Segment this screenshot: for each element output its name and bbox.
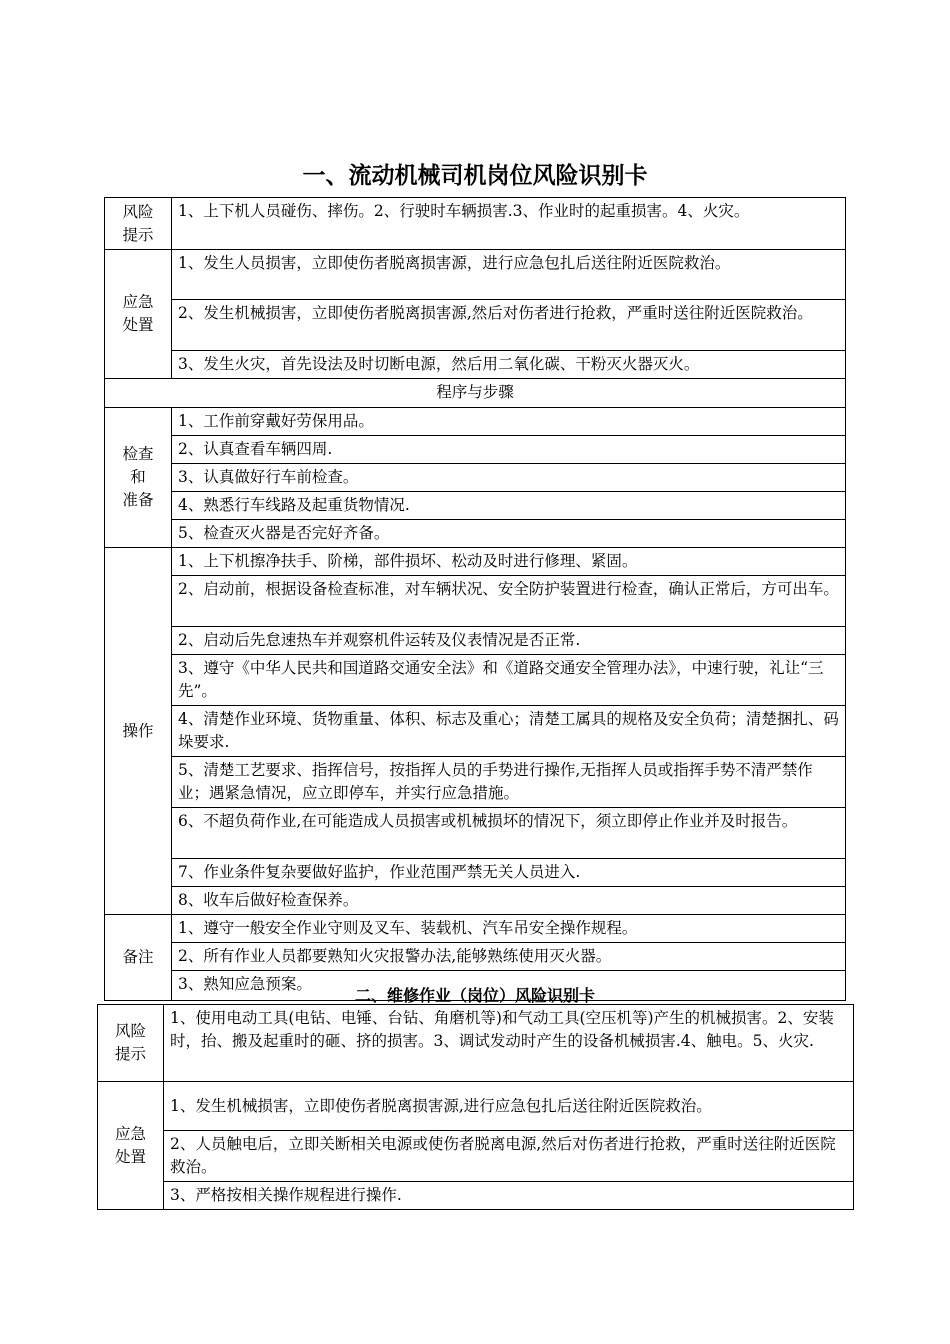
check-item: 5、检查灭火器是否完好齐备。 [172, 520, 846, 548]
check-row [105, 408, 846, 436]
emergency-row [98, 1182, 854, 1210]
check-item: 4、熟悉行车线路及起重货物情况. [172, 492, 846, 520]
emergency-row [105, 351, 846, 379]
operation-row [105, 655, 846, 706]
check-item: 3、认真做好行车前检查。 [172, 464, 846, 492]
emergency-item: 3、严格按相关操作规程进行操作. [164, 1182, 854, 1210]
procedure-header-row [105, 379, 846, 408]
emergency-item: 2、发生机械损害，立即使伤者脱离损害源,然后对伤者进行抢救，严重时送往附近医院救治。 [172, 300, 846, 351]
operation-label: 操作 [105, 548, 172, 915]
notes-item: 2、所有作业人员都要熟知火灾报警办法,能够熟练使用灭火器。 [172, 943, 846, 971]
emergency-row [98, 1131, 854, 1182]
operation-row [105, 706, 846, 757]
check-item: 1、工作前穿戴好劳保用品。 [172, 408, 846, 436]
emergency-row [105, 250, 846, 300]
operation-item: 5、清楚工艺要求、指挥信号，按指挥人员的手势进行操作,无指挥人员或指挥手势不清严禁作业；遇紧急情况，应立即停车，并实行应急措施。 [172, 757, 846, 808]
operation-item: 6、不超负荷作业,在可能造成人员损害或机械损坏的情况下，须立即停止作业并及时报告。 [172, 808, 846, 859]
emergency-row [105, 300, 846, 351]
emergency-label: 应急 处置 [105, 250, 172, 379]
operation-item: 1、上下机擦净扶手、阶梯，部件损坏、松动及时进行修理、紧固。 [172, 548, 846, 576]
risk-text: 1、上下机人员碰伤、摔伤。2、行驶时车辆损害.3、作业时的起重损害。4、火灾。 [172, 198, 846, 250]
operation-row [105, 808, 846, 859]
check-item: 2、认真查看车辆四周. [172, 436, 846, 464]
operation-row [105, 548, 846, 576]
operation-row [105, 627, 846, 655]
emergency-item: 1、发生人员损害，立即使伤者脱离损害源，进行应急包扎后送往附近医院救治。 [172, 250, 846, 300]
notes-row [105, 915, 846, 943]
risk-label: 风险 提示 [105, 198, 172, 250]
operation-row [105, 757, 846, 808]
operation-item: 8、收车后做好检查保养。 [172, 887, 846, 915]
operation-item: 7、作业条件复杂要做好监护，作业范围严禁无关人员进入. [172, 859, 846, 887]
check-row [105, 492, 846, 520]
check-row [105, 436, 846, 464]
emergency-item: 2、人员触电后，立即关断相关电源或使伤者脱离电源,然后对伤者进行抢救，严重时送往附近医院救治。 [164, 1131, 854, 1182]
emergency-item: 1、发生机械损害，立即使伤者脱离损害源,进行应急包扎后送往附近医院救治。 [164, 1082, 854, 1131]
risk-row [98, 1005, 854, 1082]
operation-row [105, 887, 846, 915]
risk-label: 风险 提示 [98, 1005, 164, 1082]
card1-title: 一、流动机械司机岗位风险识别卡 [302, 163, 648, 189]
card1-table [104, 197, 846, 1001]
risk-text: 1、使用电动工具(电钻、电锤、台钻、角磨机等)和气动工具(空压机等)产生的机械损害。2、安装时，抬、搬及起重时的砸、挤的损害。3、调试发动时产生的设备机械损害.4、触电。5、火灾. [164, 1005, 854, 1082]
operation-item: 3、遵守《中华人民共和国道路交通安全法》和《道路交通安全管理办法》，中速行驶，礼让“三先”。 [172, 655, 846, 706]
operation-item: 2、启动后先怠速热车并观察机件运转及仪表情况是否正常. [172, 627, 846, 655]
risk-row [105, 198, 846, 250]
operation-item: 4、清楚作业环境、货物重量、体积、标志及重心；清楚工属具的规格及安全负荷；清楚捆扎、码垛要求. [172, 706, 846, 757]
notes-item: 3、熟知应急预案。 [172, 971, 846, 1001]
emergency-row [98, 1082, 854, 1131]
operation-item: 2、启动前，根据设备检查标准，对车辆状况、安全防护装置进行检查，确认正常后，方可出车。 [172, 576, 846, 627]
card2-title: 二、维修作业（岗位）风险识别卡 [354, 986, 595, 1005]
notes-row [105, 943, 846, 971]
notes-label: 备注 [105, 915, 172, 1001]
notes-item: 1、遵守一般安全作业守则及叉车、装载机、汽车吊安全操作规程。 [172, 915, 846, 943]
procedure-header: 程序与步骤 [105, 379, 846, 408]
emergency-label: 应急 处置 [98, 1082, 164, 1210]
card2-table [97, 1004, 854, 1210]
check-label: 检查 和 准备 [105, 408, 172, 548]
operation-row [105, 859, 846, 887]
check-row [105, 464, 846, 492]
operation-row [105, 576, 846, 627]
check-row [105, 520, 846, 548]
emergency-item: 3、发生火灾，首先设法及时切断电源，然后用二氧化碳、干粉灭火器灭火。 [172, 351, 846, 379]
